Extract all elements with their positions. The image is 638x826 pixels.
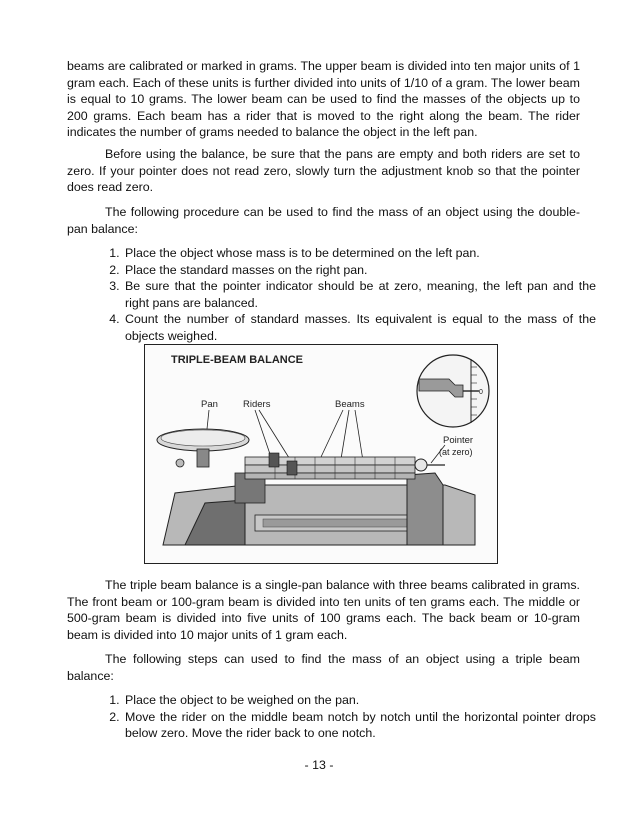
label-pointer-sub: (at zero) bbox=[439, 447, 473, 457]
triple-beam-steps-list bbox=[107, 692, 596, 742]
page-number: - 13 - bbox=[304, 758, 334, 772]
label-beams: Beams bbox=[335, 399, 365, 410]
paragraph-triple-beam-intro: The following steps can used to find the mass of an object using a triple beam balance: bbox=[67, 652, 580, 683]
pointer-detail bbox=[417, 355, 489, 427]
paragraph-before-using: Before using the balance, be sure that the pans are empty and both riders are set to zero. If your pointer does not read zero, slowly turn the adjustment knob so that the pointer does read zero. bbox=[67, 147, 580, 194]
pan bbox=[157, 429, 249, 467]
triple-beam-balance-figure bbox=[144, 344, 498, 564]
label-riders: Riders bbox=[243, 399, 271, 410]
list-item: 4. Count the number of standard masses. Its equivalent is equal to the mass of the objects weighed. bbox=[123, 311, 596, 344]
label-pan: Pan bbox=[201, 399, 218, 410]
list-item: 1. Place the object whose mass is to be determined on the left pan. bbox=[123, 245, 596, 262]
list-item: 2. Move the rider on the middle beam notch by notch until the horizontal pointer drops below zero. Move the rider back to one notch. bbox=[123, 709, 596, 742]
list-item: 2. Place the standard masses on the right pan. bbox=[123, 262, 596, 279]
balance-illustration bbox=[145, 345, 497, 563]
figure-title: TRIPLE-BEAM BALANCE bbox=[171, 354, 303, 366]
list-item: 3. Be sure that the pointer indicator should be at zero, meaning, the left pan and the right pans are balanced. bbox=[123, 278, 596, 311]
list-item: 1. Place the object to be weighed on the pan. bbox=[123, 692, 596, 709]
beams bbox=[245, 453, 445, 479]
paragraph-double-pan-intro: The following procedure can be used to find the mass of an object using the double-pan balance: bbox=[67, 205, 580, 236]
paragraph-triple-beam-description: The triple beam balance is a single-pan balance with three beams calibrated in grams. The front beam or 100-gram beam is divided into ten units of ten grams each. The middle or 500-gram beam is divided into five units of 100 grams each. The back beam or 10-gram beam is divided into 10 major units of 1 gram each. bbox=[67, 578, 580, 642]
label-pointer: Pointer bbox=[443, 435, 474, 446]
paragraph-beam-calibration: beams are calibrated or marked in grams. The upper beam is divided into ten major units of 1 gram each. Each of these units is further divided into units of 1/10 of a gram. The lower beam is equal to 10 grams. The lower beam can be used to find the masses of the objects up to 200 grams. Each beam has a rider that is moved to the right along the beam. The rider indicates the number of grams needed to balance the object in the left pan. bbox=[67, 59, 580, 139]
scale-zero-label: 0 bbox=[479, 389, 483, 396]
double-pan-steps-list bbox=[107, 245, 596, 344]
balance-base bbox=[163, 473, 475, 545]
